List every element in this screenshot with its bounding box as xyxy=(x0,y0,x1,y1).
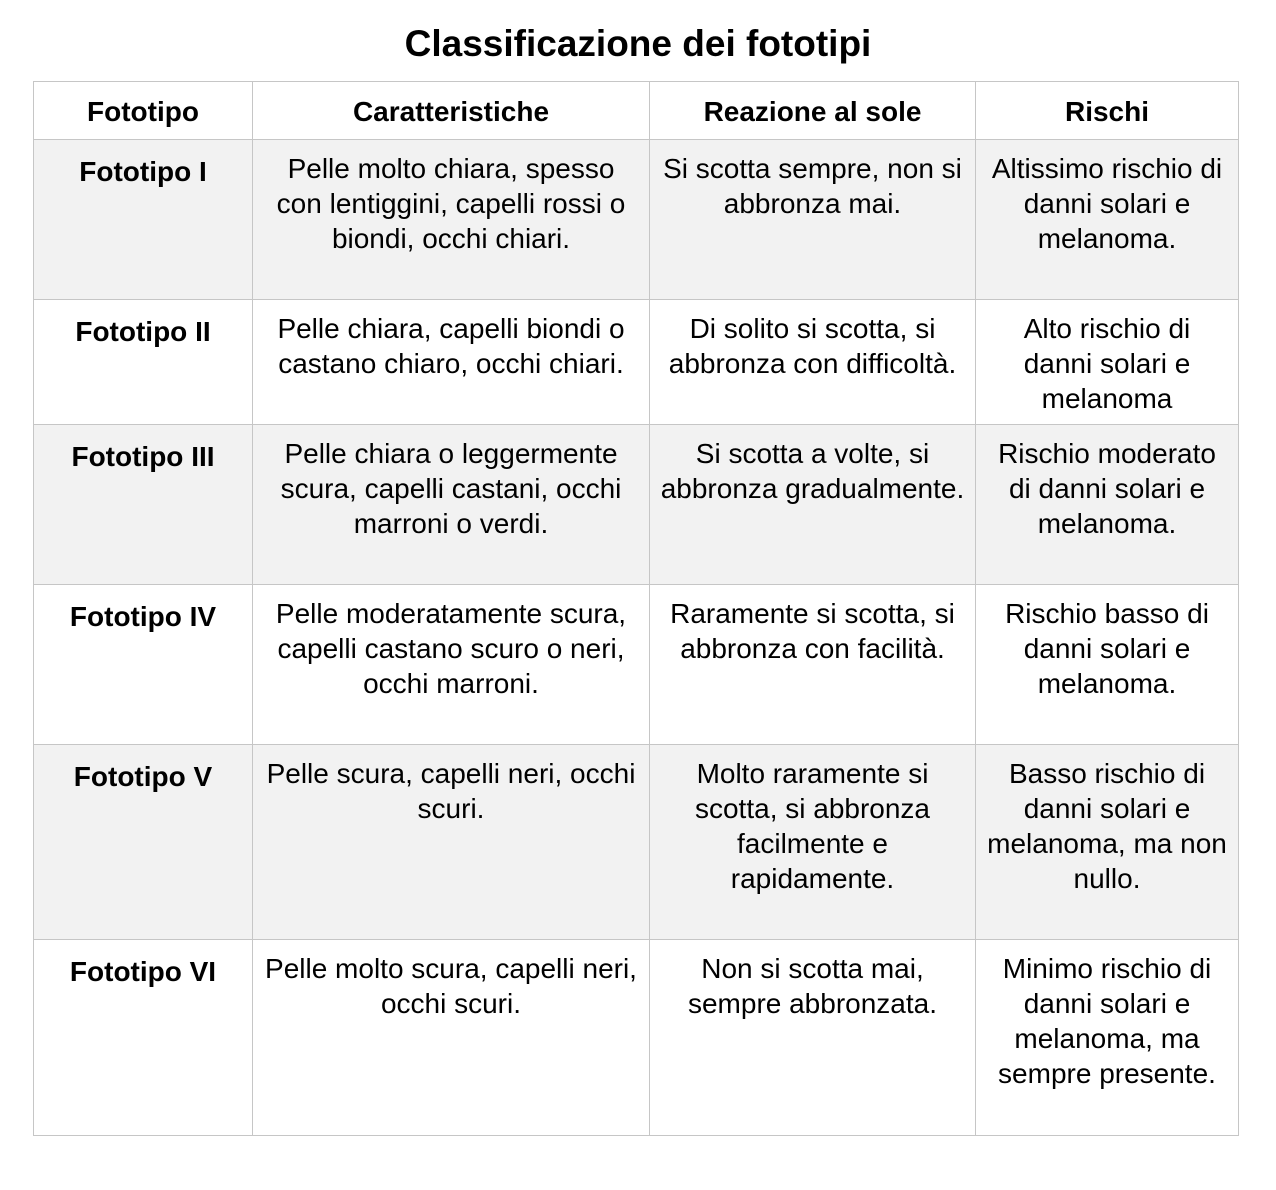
cell-caratteristiche: Pelle scura, capelli neri, occhi scuri. xyxy=(253,745,650,940)
cell-reazione: Si scotta a volte, si abbronza gradualmente. xyxy=(650,425,976,585)
fototipi-table xyxy=(33,81,1239,1136)
cell-fototipo: Fototipo I xyxy=(34,140,253,300)
table-row xyxy=(34,940,1239,1136)
cell-reazione: Raramente si scotta, si abbronza con facilità. xyxy=(650,585,976,745)
table-row xyxy=(34,585,1239,745)
cell-caratteristiche: Pelle chiara, capelli biondi o castano chiaro, occhi chiari. xyxy=(253,300,650,425)
table-row xyxy=(34,745,1239,940)
header-rischi: Rischi xyxy=(976,82,1239,140)
cell-fototipo: Fototipo III xyxy=(34,425,253,585)
cell-fototipo: Fototipo II xyxy=(34,300,253,425)
header-fototipo: Fototipo xyxy=(34,82,253,140)
cell-rischi: Minimo rischio di danni solari e melanoma, ma sempre presente. xyxy=(976,940,1239,1136)
table-row xyxy=(34,425,1239,585)
cell-rischi: Basso rischio di danni solari e melanoma, ma non nullo. xyxy=(976,745,1239,940)
cell-fototipo: Fototipo V xyxy=(34,745,253,940)
cell-rischi: Rischio basso di danni solari e melanoma. xyxy=(976,585,1239,745)
table-header-row xyxy=(34,82,1239,140)
header-caratteristiche: Caratteristiche xyxy=(253,82,650,140)
cell-caratteristiche: Pelle moderatamente scura, capelli castano scuro o neri, occhi marroni. xyxy=(253,585,650,745)
table-row xyxy=(34,300,1239,425)
cell-reazione: Non si scotta mai, sempre abbronzata. xyxy=(650,940,976,1136)
table-row xyxy=(34,140,1239,300)
cell-caratteristiche: Pelle chiara o leggermente scura, capelli castani, occhi marroni o verdi. xyxy=(253,425,650,585)
header-reazione: Reazione al sole xyxy=(650,82,976,140)
cell-rischi: Rischio moderato di danni solari e melanoma. xyxy=(976,425,1239,585)
cell-reazione: Si scotta sempre, non si abbronza mai. xyxy=(650,140,976,300)
cell-rischi: Altissimo rischio di danni solari e melanoma. xyxy=(976,140,1239,300)
cell-caratteristiche: Pelle molto scura, capelli neri, occhi scuri. xyxy=(253,940,650,1136)
cell-fototipo: Fototipo IV xyxy=(34,585,253,745)
page-title: Classificazione dei fototipi xyxy=(404,23,872,64)
cell-fototipo: Fototipo VI xyxy=(34,940,253,1136)
cell-caratteristiche: Pelle molto chiara, spesso con lentiggini, capelli rossi o biondi, occhi chiari. xyxy=(253,140,650,300)
cell-reazione: Molto raramente si scotta, si abbronza facilmente e rapidamente. xyxy=(650,745,976,940)
cell-rischi: Alto rischio di danni solari e melanoma xyxy=(976,300,1239,425)
cell-reazione: Di solito si scotta, si abbronza con difficoltà. xyxy=(650,300,976,425)
